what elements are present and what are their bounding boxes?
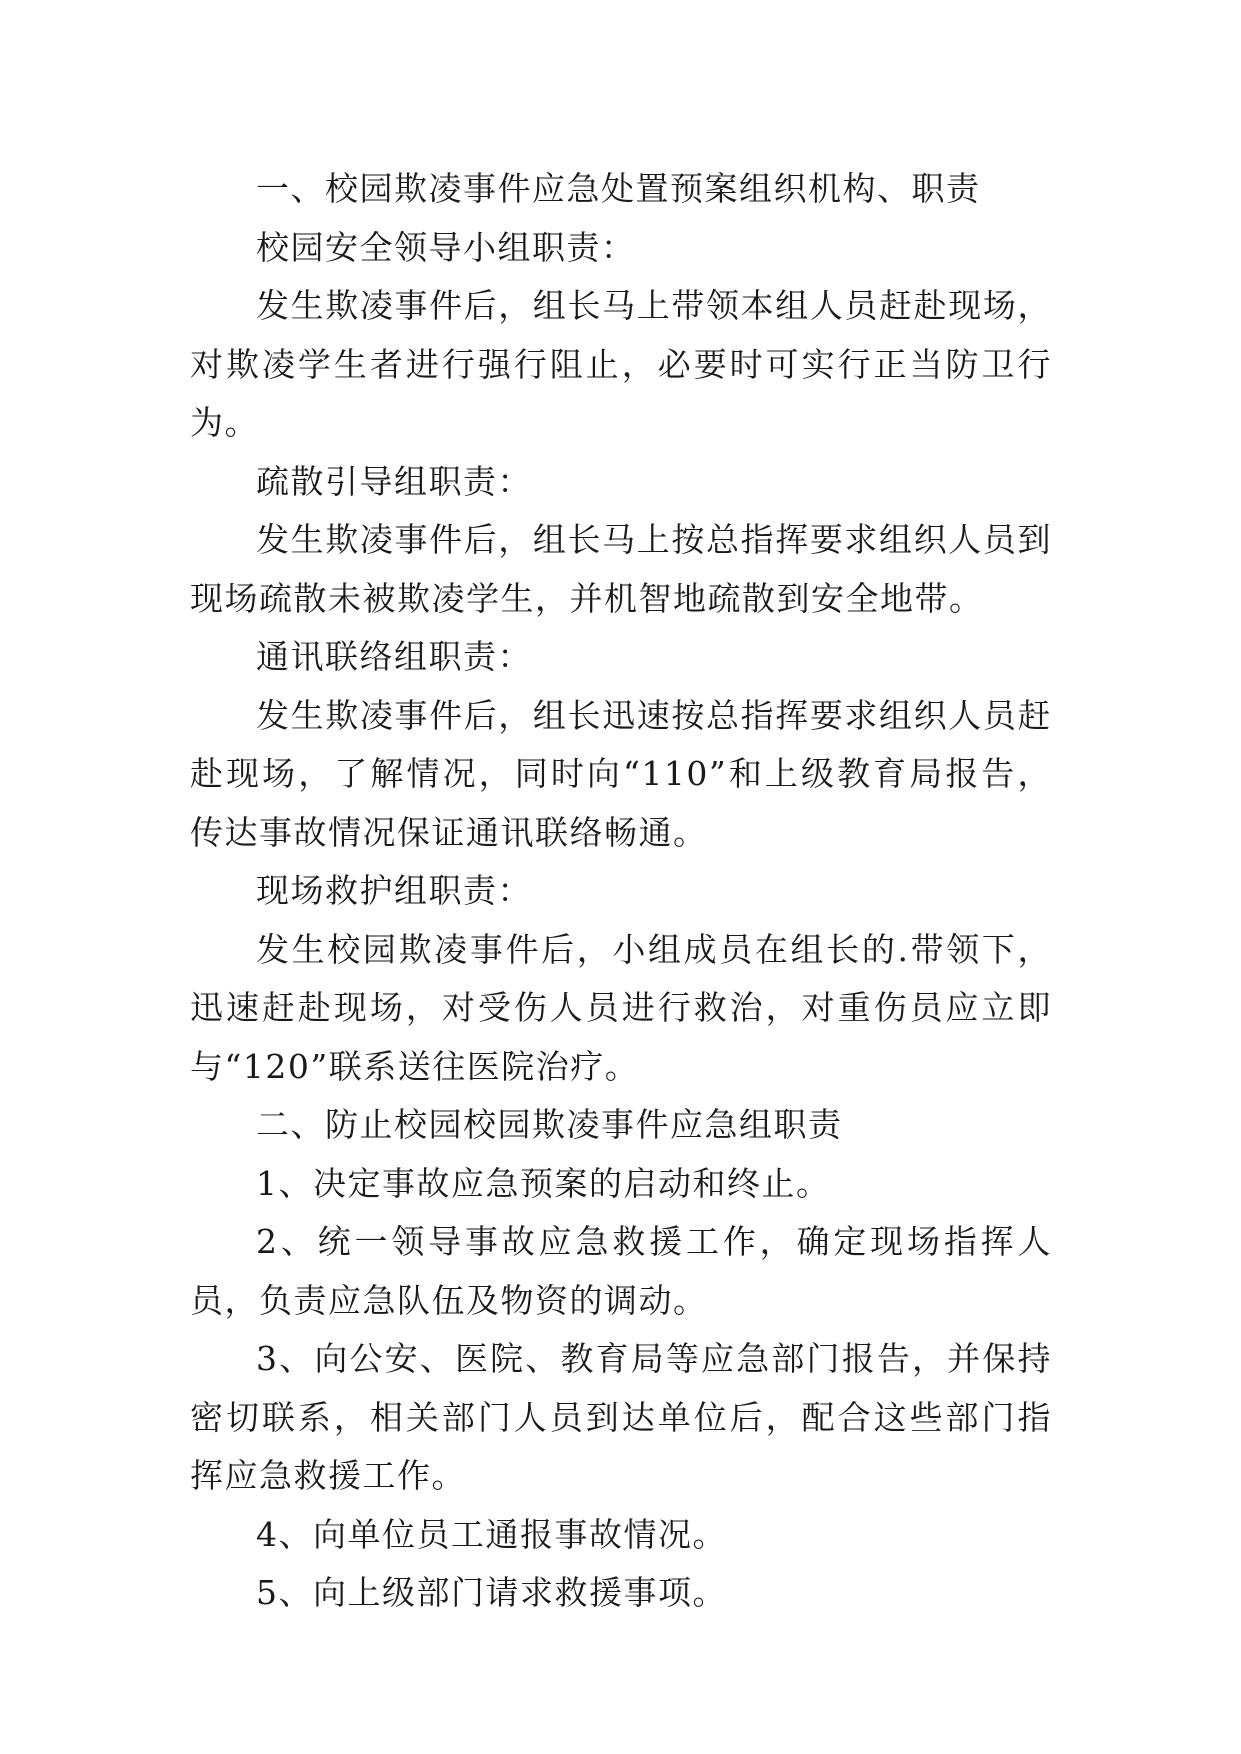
subheading-safety-leadership: 校园安全领导小组职责： xyxy=(256,227,636,267)
list-item-4: 4、向单位员工通报事故情况。 xyxy=(256,1514,727,1554)
document-body xyxy=(190,160,1052,1623)
list-item-1: 1、决定事故应急预案的启动和终止。 xyxy=(256,1163,831,1203)
list-item-2: 2、统一领导事故应急救援工作，确定现场指挥人员，负责应急队伍及物资的调动。 xyxy=(190,1222,1052,1320)
paragraph-safety-leadership: 发生欺凌事件后，组长马上带领本组人员赶赴现场，对欺凌学生者进行强行阻止，必要时可实行正当防卫行为。 xyxy=(190,286,1052,442)
list-item-5: 5、向上级部门请求救援事项。 xyxy=(256,1573,727,1612)
subheading-rescue: 现场救护组职责： xyxy=(256,871,532,910)
paragraph-communication: 发生欺凌事件后，组长迅速按总指挥要求组织人员赶赴现场，了解情况，同时向“110”和上级教育局报告，传达事故情况保证通讯联络畅通。 xyxy=(190,695,1052,852)
section-heading-1: 一、校园欺凌事件应急处置预案组织机构、职责 xyxy=(256,169,981,208)
subheading-communication: 通讯联络组职责： xyxy=(256,637,532,676)
list-item-3: 3、向公安、医院、教育局等应急部门报告，并保持密切联系，相关部门人员到达单位后，配合这些部门指挥应急救援工作。 xyxy=(190,1339,1052,1495)
subheading-evacuation: 疏散引导组职责： xyxy=(256,461,532,501)
paragraph-rescue: 发生校园欺凌事件后，小组成员在组长的.带领下，迅速赶赴现场，对受伤人员进行救治，对重伤员应立即与“120”联系送往医院治疗。 xyxy=(190,929,1052,1086)
section-heading-2: 二、防止校园校园欺凌事件应急组职责 xyxy=(256,1105,843,1144)
paragraph-evacuation: 发生欺凌事件后，组长马上按总指挥要求组织人员到现场疏散未被欺凌学生，并机智地疏散到安全地带。 xyxy=(190,520,1052,618)
